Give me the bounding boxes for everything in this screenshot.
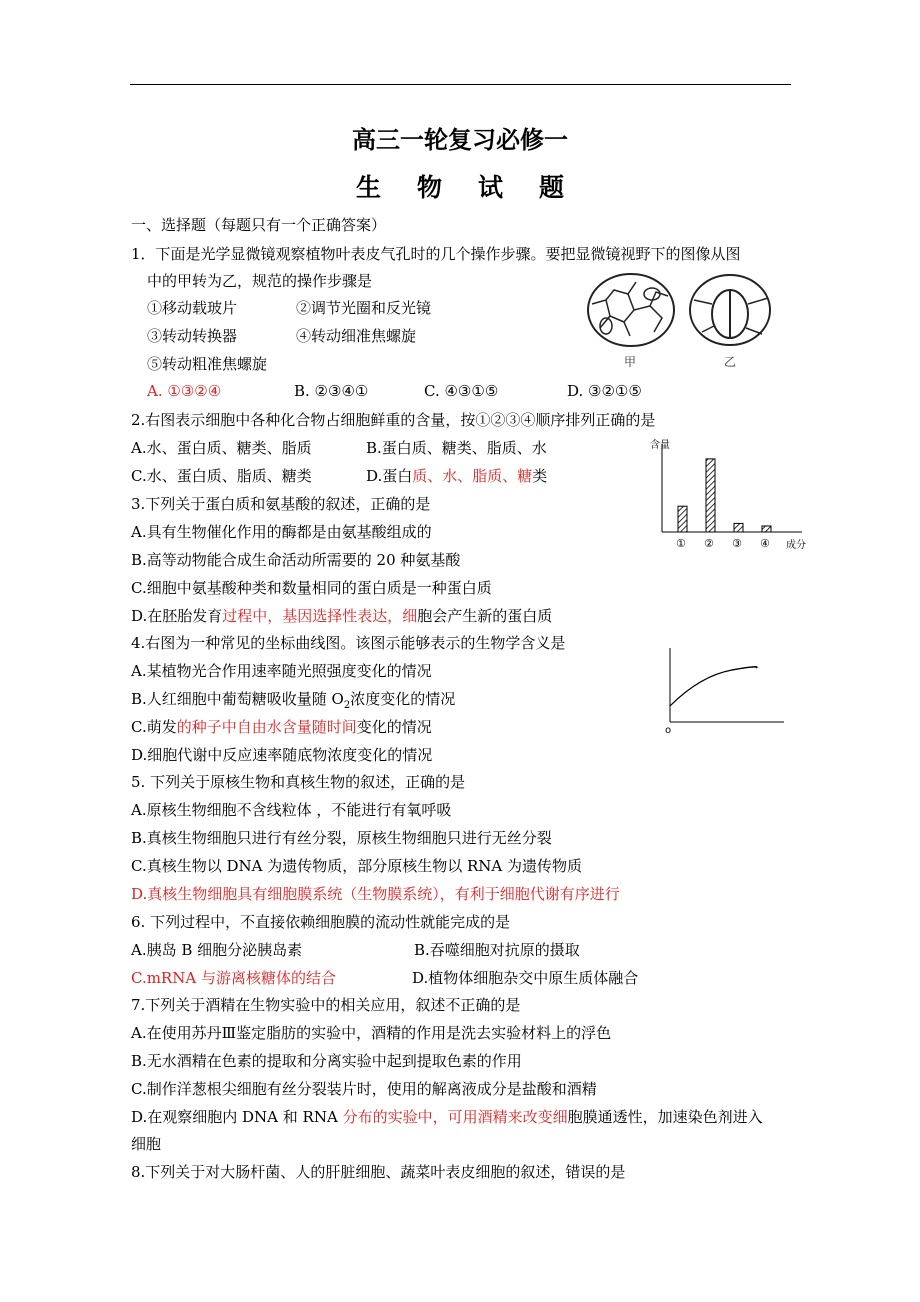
curve-origin-label: o <box>665 725 672 735</box>
bar-label-2: ② <box>704 537 714 550</box>
q2-option-b: B.蛋白质、糖类、脂质、水 <box>366 439 547 457</box>
page-subtitle: 生物试题 <box>355 173 600 202</box>
q3-stem: 3.下列关于蛋白质和氨基酸的叙述，正确的是 <box>131 495 431 513</box>
q1-option-a: A. ①③②④ <box>147 382 222 400</box>
q4-option-c: C.萌发的种子中自由水含量随时间变化的情况 <box>131 718 432 736</box>
q1-stem-line1: 1．下面是光学显微镜观察植物叶表皮气孔时的几个操作步骤。要把显微镜视野下的图像从图 <box>131 245 741 263</box>
q1-option-c: C. ④③①⑤ <box>424 382 499 400</box>
q4-option-a: A.某植物光合作用速率随光照强度变化的情况 <box>131 662 432 680</box>
q4-stem: 4.右图为一种常见的坐标曲线图。该图示能够表示的生物学含义是 <box>131 634 566 652</box>
q5-option-b: B.真核生物细胞只进行有丝分裂，原核生物细胞只进行无丝分裂 <box>131 829 552 847</box>
q1-step-2: ②调节光圈和反光镜 <box>296 299 432 317</box>
q1-step-1: ①移动载玻片 <box>147 299 238 317</box>
q7-option-d-cont: 细胞 <box>131 1135 162 1153</box>
q5-option-a: A.原核生物细胞不含线粒体 ，不能进行有氧呼吸 <box>131 801 452 819</box>
field-yi-label: 乙 <box>724 355 737 369</box>
q6-option-a: A.胰岛 B 细胞分泌胰岛素 <box>131 941 303 959</box>
bar-label-3: ③ <box>732 537 742 550</box>
q2-option-a: A.水、蛋白质、糖类、脂质 <box>131 439 312 457</box>
field-jia <box>588 274 674 346</box>
q6-option-c: C.mRNA 与游离核糖体的结合 <box>131 969 336 987</box>
bar-label-4: ④ <box>760 537 770 550</box>
q2-stem: 2.右图表示细胞中各种化合物占细胞鲜重的含量，按①②③④顺序排列正确的是 <box>131 411 656 429</box>
q5-stem: 5. 下列关于原核生物和真核生物的叙述，正确的是 <box>131 773 466 791</box>
section-heading: 一、选择题（每题只有一个正确答案） <box>131 216 387 234</box>
q3-option-c: C.细胞中氨基酸种类和数量相同的蛋白质是一种蛋白质 <box>131 579 492 597</box>
q6-stem: 6. 下列过程中，不直接依赖细胞膜的流动性就能完成的是 <box>131 913 511 931</box>
q1-stem-line2: 中的甲转为乙，规范的操作步骤是 <box>147 272 373 290</box>
bar-2 <box>706 459 715 532</box>
q1-step-3: ③转动转换器 <box>147 327 238 345</box>
q8-stem: 8.下列关于对大肠杆菌、人的肝脏细胞、蔬菜叶表皮细胞的叙述，错误的是 <box>131 1163 626 1181</box>
bar-chart <box>640 436 820 556</box>
bar-4 <box>762 526 771 532</box>
bar-1 <box>678 506 687 532</box>
q7-option-d: D.在观察细胞内 DNA 和 RNA 分布的实验中，可用酒精来改变细胞膜通透性，加速染色剂进入 <box>131 1108 763 1126</box>
q3-option-d: D.在胚胎发育过程中，基因选择性表达，细胞会产生新的蛋白质 <box>131 607 553 625</box>
field-jia-label: 甲 <box>624 355 637 369</box>
q3-option-b: B.高等动物能合成生命活动所需要的 20 种氨基酸 <box>131 551 461 569</box>
q2-option-d: D.蛋白质、水、脂质、糖类 <box>366 467 548 485</box>
chart-y-label: 含量 <box>650 440 670 451</box>
bar-label-1: ① <box>676 537 686 550</box>
field-yi <box>690 275 770 345</box>
q1-step-5: ⑤转动粗准焦螺旋 <box>147 355 268 373</box>
q7-option-a: A.在使用苏丹Ⅲ鉴定脂肪的实验中，酒精的作用是洗去实验材料上的浮色 <box>131 1024 612 1042</box>
q1-option-d: D. ③②①⑤ <box>567 382 642 400</box>
q1-step-4: ④转动细准焦螺旋 <box>296 327 417 345</box>
bar-3 <box>734 523 743 532</box>
q6-option-b: B.吞噬细胞对抗原的摄取 <box>414 941 580 959</box>
curve-figure <box>660 640 790 735</box>
q4-option-d: D.细胞代谢中反应速率随底物浓度变化的情况 <box>131 746 433 764</box>
q7-option-b: B.无水酒精在色素的提取和分离实验中起到提取色素的作用 <box>131 1052 522 1070</box>
page-title: 高三一轮复习必修一 <box>352 125 568 154</box>
q7-option-c: C.制作洋葱根尖细胞有丝分裂装片时，使用的解离液成分是盐酸和酒精 <box>131 1080 597 1098</box>
chart-x-label: 成分 <box>786 540 806 551</box>
q1-option-b: B. ②③④① <box>294 382 369 400</box>
q7-stem: 7.下列关于酒精在生物实验中的相关应用，叙述不正确的是 <box>131 996 521 1014</box>
q6-option-d: D.植物体细胞杂交中原生质体融合 <box>412 969 639 987</box>
top-rule <box>130 84 791 85</box>
q5-option-c: C.真核生物以 DNA 为遗传物质，部分原核生物以 RNA 为遗传物质 <box>131 857 583 875</box>
q4-option-b: B.人红细胞中葡萄糖吸收量随 $O_2$浓度变化的情况 <box>131 690 456 711</box>
microscope-figure <box>584 270 784 370</box>
q5-option-d: D.真核生物细胞具有细胞膜系统（生物膜系统），有利于细胞代谢有序进行 <box>131 885 620 903</box>
q2-option-c: C.水、蛋白质、脂质、糖类 <box>131 467 312 485</box>
q3-option-a: A.具有生物催化作用的酶都是由氨基酸组成的 <box>131 523 432 541</box>
